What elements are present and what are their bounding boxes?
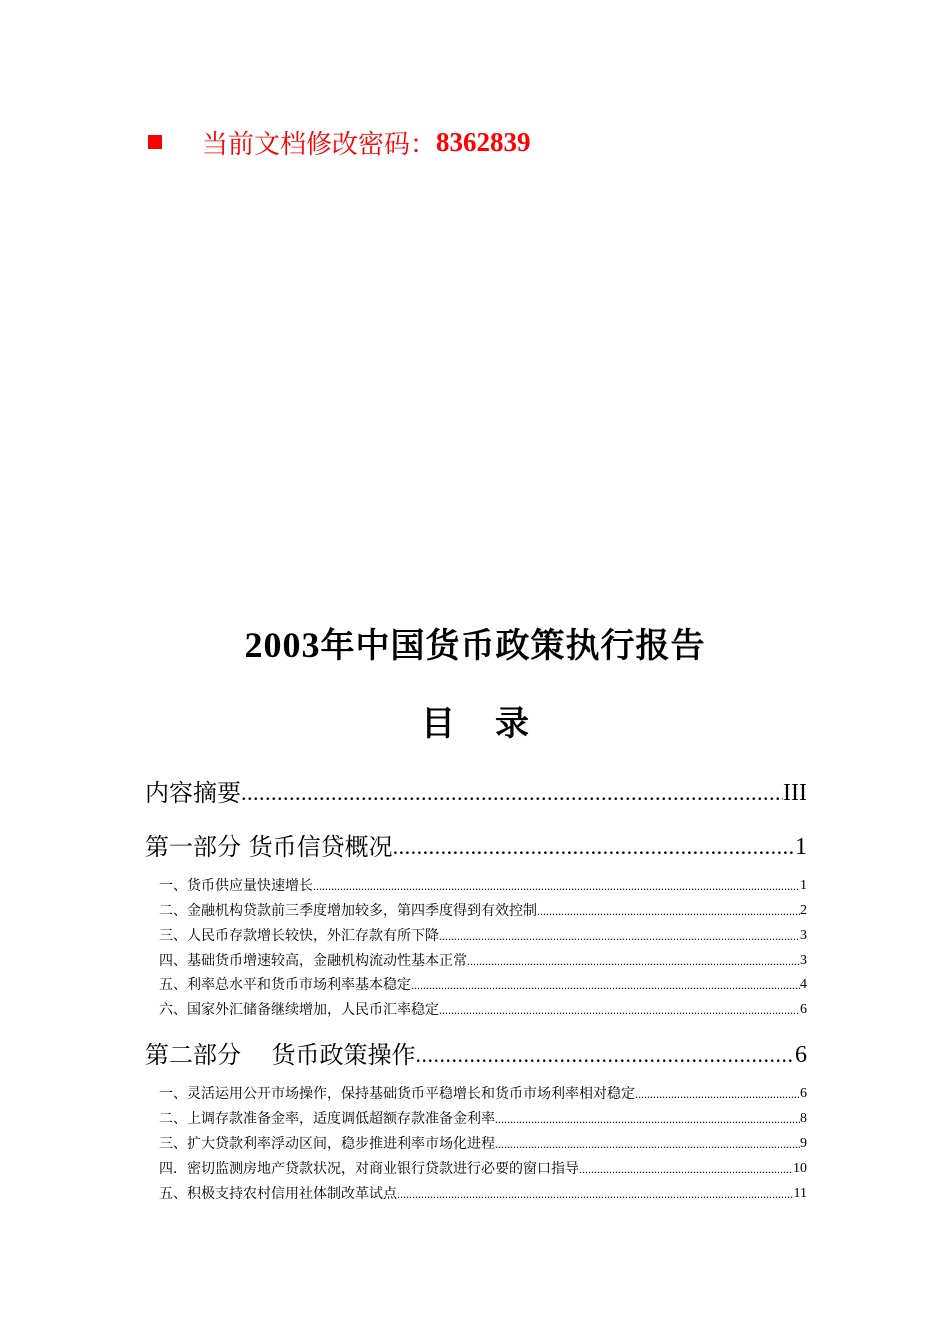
toc-entry[interactable] bbox=[145, 830, 807, 864]
toc-entry[interactable] bbox=[145, 875, 807, 897]
toc-entry-title: 三、扩大贷款利率浮动区间，稳步推进利率市场化进程 bbox=[159, 1136, 495, 1152]
toc-entry-title: 五、利率总水平和货币市场利率基本稳定 bbox=[159, 977, 411, 993]
toc-entry[interactable] bbox=[145, 999, 807, 1021]
toc-entry-title: 内容摘要 bbox=[145, 779, 241, 807]
bullet-square-icon bbox=[148, 135, 162, 149]
toc-entry-page: 9 bbox=[800, 1136, 807, 1151]
toc-entry-page: 6 bbox=[795, 1042, 807, 1068]
toc-entry[interactable] bbox=[145, 1038, 807, 1072]
toc-entry[interactable] bbox=[145, 1158, 807, 1180]
report-title-year: 2003 bbox=[244, 625, 321, 665]
toc-entry-title: 一、货币供应量快速增长 bbox=[159, 878, 313, 894]
toc-entry[interactable] bbox=[145, 1133, 807, 1155]
toc-entry-title: 四．密切监测房地产贷款状况，对商业银行贷款进行必要的窗口指导 bbox=[159, 1161, 579, 1177]
toc-heading-char1: 目 bbox=[421, 704, 455, 744]
toc-entry-page: 8 bbox=[800, 1111, 807, 1126]
toc-entry-title: 二、金融机构贷款前三季度增加较多，第四季度得到有效控制 bbox=[159, 903, 537, 919]
toc-entry-title: 三、人民币存款增长较快，外汇存款有所下降 bbox=[159, 928, 439, 944]
toc-entry-page: 11 bbox=[793, 1186, 807, 1201]
toc-entry[interactable] bbox=[145, 1108, 807, 1130]
toc-entry-page: 2 bbox=[800, 903, 807, 918]
toc-entry-title: 第二部分 货币政策操作 bbox=[145, 1041, 416, 1069]
toc-entry-page: 3 bbox=[800, 928, 807, 943]
toc-entry-title: 五、积极支持农村信用社体制改革试点 bbox=[159, 1186, 397, 1202]
report-title-text: 年中国货币政策执行报告 bbox=[320, 626, 706, 666]
password-code: 8362839 bbox=[436, 126, 531, 157]
toc-entry-page: 1 bbox=[795, 834, 807, 860]
toc-entry-page: 6 bbox=[800, 1002, 807, 1017]
toc-entry-title: 四、基础货币增速较高，金融机构流动性基本正常 bbox=[159, 953, 467, 969]
toc-entry-title: 第一部分 货币信贷概况 bbox=[145, 833, 393, 861]
toc-entry-title: 六、国家外汇储备继续增加，人民币汇率稳定 bbox=[159, 1002, 439, 1018]
toc-entry-title: 二、上调存款准备金率，适度调低超额存款准备金利率 bbox=[159, 1111, 495, 1127]
toc-entry-page: 1 bbox=[800, 878, 807, 893]
toc-entry[interactable] bbox=[145, 1183, 807, 1205]
toc-entry-page: 6 bbox=[800, 1086, 807, 1101]
password-notice bbox=[148, 122, 531, 162]
toc-entry-page: III bbox=[783, 780, 807, 806]
toc-entry[interactable] bbox=[145, 925, 807, 947]
toc-entry-page: 4 bbox=[800, 977, 807, 992]
toc-heading-char2: 录 bbox=[495, 704, 529, 744]
toc-entry[interactable] bbox=[145, 1083, 807, 1105]
password-label: 当前文档修改密码： bbox=[202, 129, 437, 160]
toc-entry[interactable] bbox=[145, 776, 807, 810]
toc-entry-title: 一、灵活运用公开市场操作，保持基础货币平稳增长和货币市场利率相对稳定 bbox=[159, 1086, 635, 1102]
toc-entry[interactable] bbox=[145, 974, 807, 996]
toc-entry[interactable] bbox=[145, 900, 807, 922]
toc-entry[interactable] bbox=[145, 950, 807, 972]
report-title bbox=[0, 618, 950, 667]
toc-entry-page: 3 bbox=[800, 953, 807, 968]
toc-heading bbox=[0, 696, 950, 745]
toc-entry-page: 10 bbox=[793, 1161, 807, 1176]
